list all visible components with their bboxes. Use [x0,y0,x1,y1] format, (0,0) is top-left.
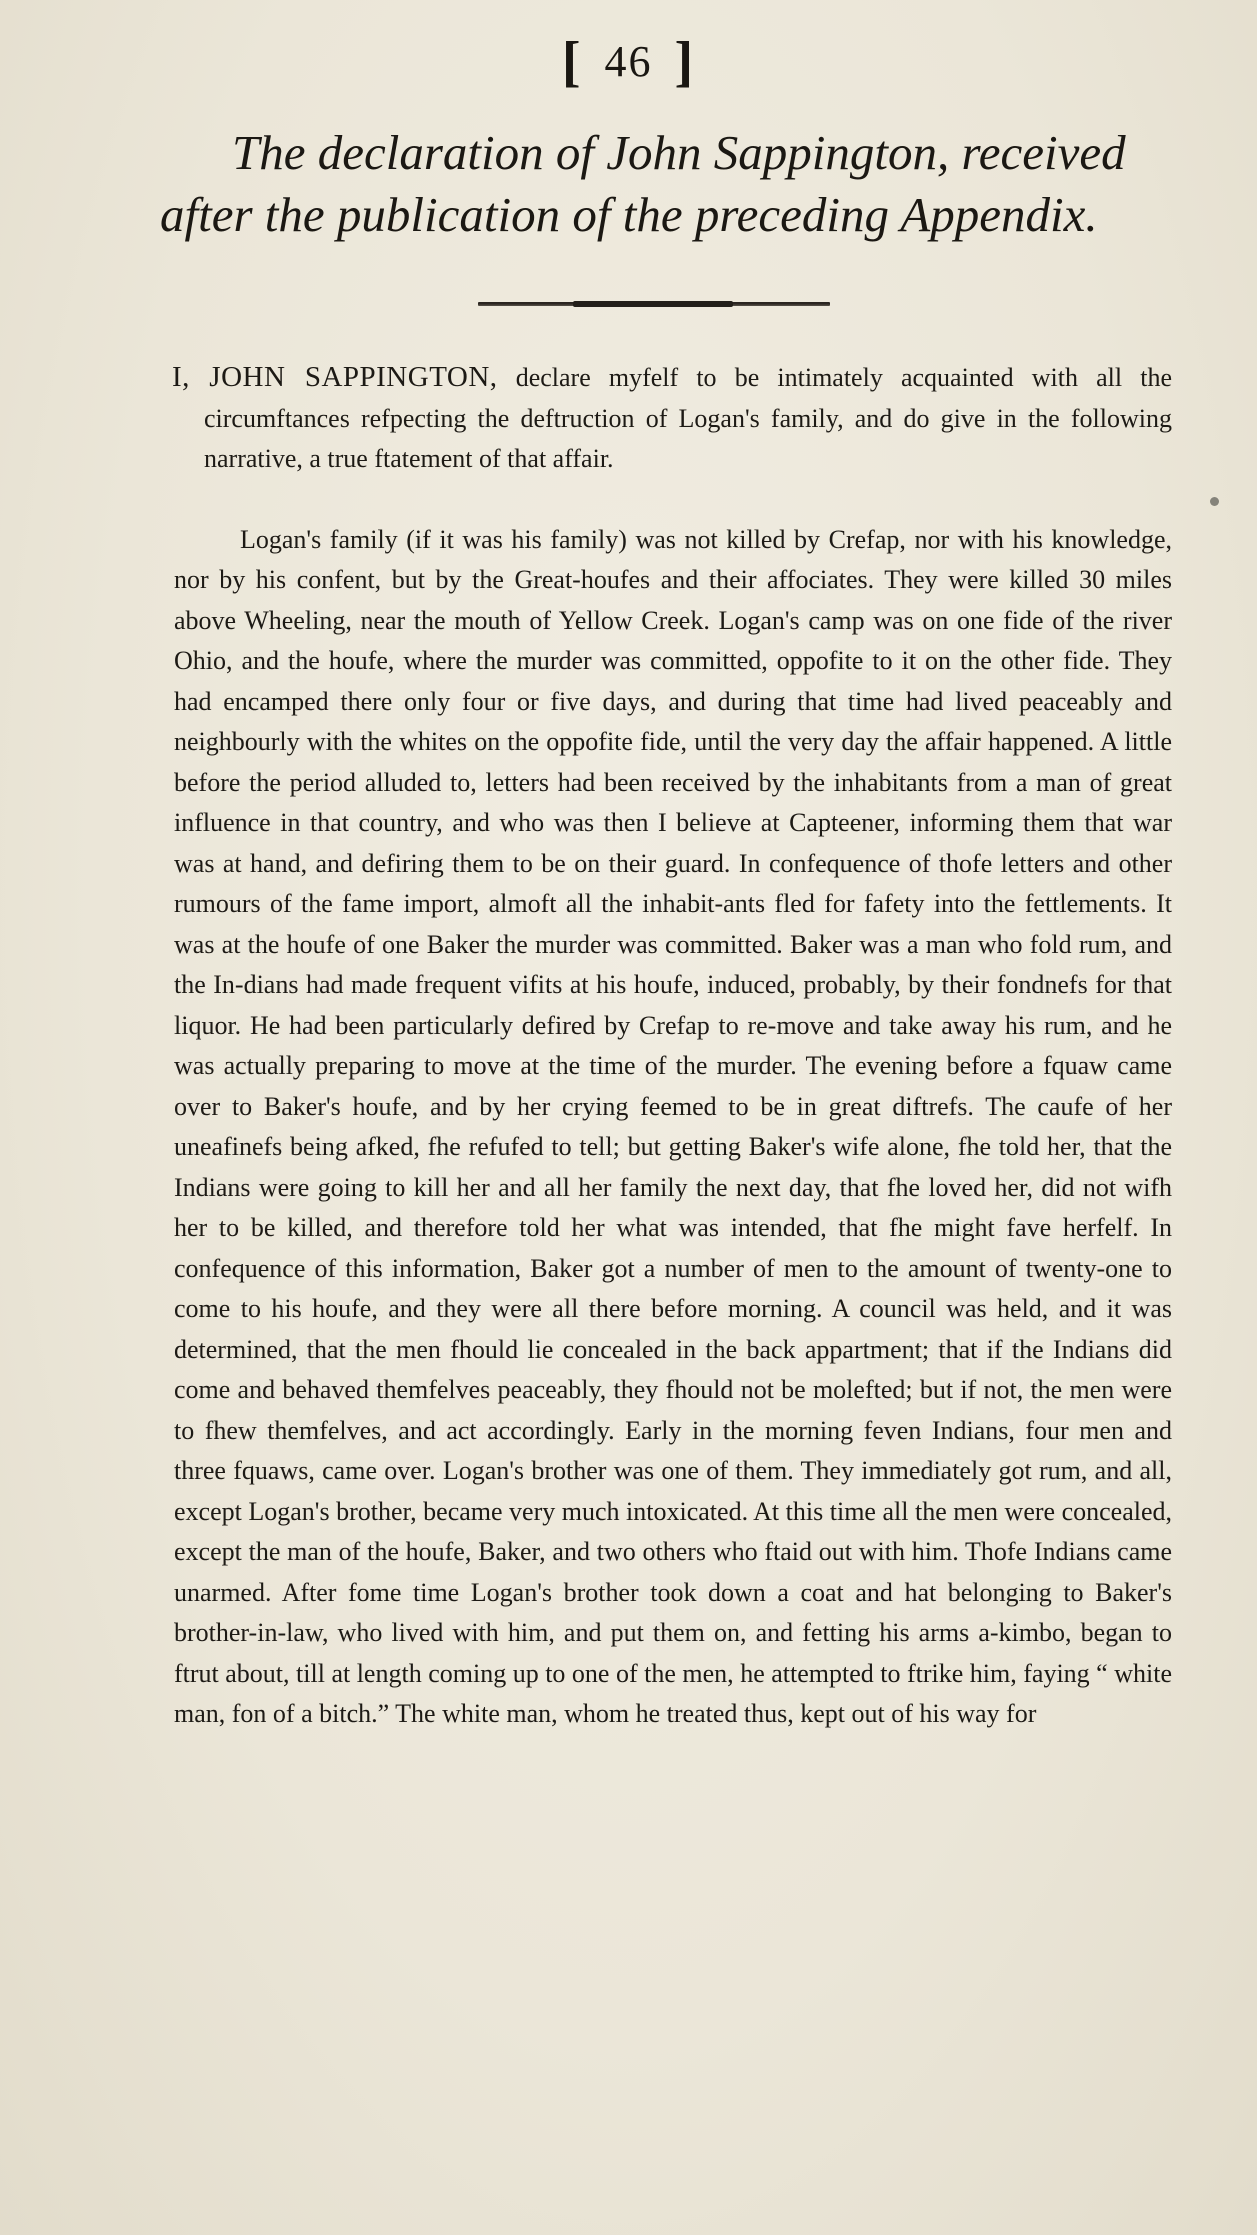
ink-speck-mark [1210,497,1219,506]
page-title: The declaration of John Sappington, received after the publication of the preceding Appendix. [160,125,1126,242]
title-divider-rule [478,302,830,306]
page-number-left-bracket: [ [561,31,583,93]
opening-declarant-name: I, JOHN SAPPINGTON, [172,361,498,393]
page-number [0,30,1257,94]
page-number-value: 46 [604,37,653,86]
page-number-right-bracket: ] [674,31,696,93]
paragraph-narrative: Logan's family (if it was his family) was not killed by Crefap, nor with his knowledge, nor by his confent, but by the Great-houfes and their affociates. They were killed 30 miles above Wheeling, near the mouth of Yellow Creek. Logan's camp was on one fide of the river Ohio, and the houfe, where the murder was committed, oppofite to it on the other fide. They had encamped there only four or five days, and during that time had lived peaceably and neighbourly with the whites on the oppofite fide, until the very day the affair happened. A little before the period alluded to, letters had been received by the inhabitants from a man of great influence in that country, and who was then I believe at Capteener, informing them that war was at hand, and defiring them to be on their guard. In confequence of thofe letters and other rumours of the fame import, almoft all the inhabit-ants fled for fafety into the fettlements. It was at the houfe of one Baker the murder was committed. Baker was a man who fold rum, and the In-dians had made frequent vifits at his houfe, induced, probably, by their fondnefs for that liquor. He had been particularly defired by Crefap to re-move and take away his rum, and he was actually preparing to move at the time of the murder. The evening before a fquaw came over to Baker's houfe, and by her crying feemed to be in great diftrefs. The caufe of her uneafinefs being afked, fhe refufed to tell; but getting Baker's wife alone, fhe told her, that the Indians were going to kill her and all her family the next day, that fhe loved her, did not wifh her to be killed, and therefore told her what was intended, that fhe might fave herfelf. In confequence of this information, Baker got a number of men to the amount of twenty-one to come to his houfe, and they were all there before morning. A council was held, and it was determined, that the men fhould lie concealed in the back appartment; that if the Indians did come and behaved themfelves peaceably, they fhould not be molefted; but if not, the men were to fhew themfelves, and act accordingly. Early in the morning feven Indians, four men and three fquaws, came over. Logan's brother was one of them. They immediately got rum, and all, except Logan's brother, became very much intoxicated. At this time all the men were concealed, except the man of the houfe, Baker, and two others who ftaid out with him. Thofe Indians came unarmed. After fome time Logan's brother took down a coat and hat belonging to Baker's brother-in-law, who lived with him, and put them on, and fetting his arms a-kimbo, began to ftrut about, till at length coming up to one of the men, he attempted to ftrike him, faying “ white man, fon of a bitch.” The white man, whom he treated thus, kept out of his way for [174,524,1172,1728]
paragraph-opening [174,357,1172,480]
opening-paragraph-text: declare myfelf to be intimately acquainted with all the circumftances refpecting the deftruction of Logan's family, and do give in the following narrative, a true ftatement of that affair. [204,363,1173,473]
